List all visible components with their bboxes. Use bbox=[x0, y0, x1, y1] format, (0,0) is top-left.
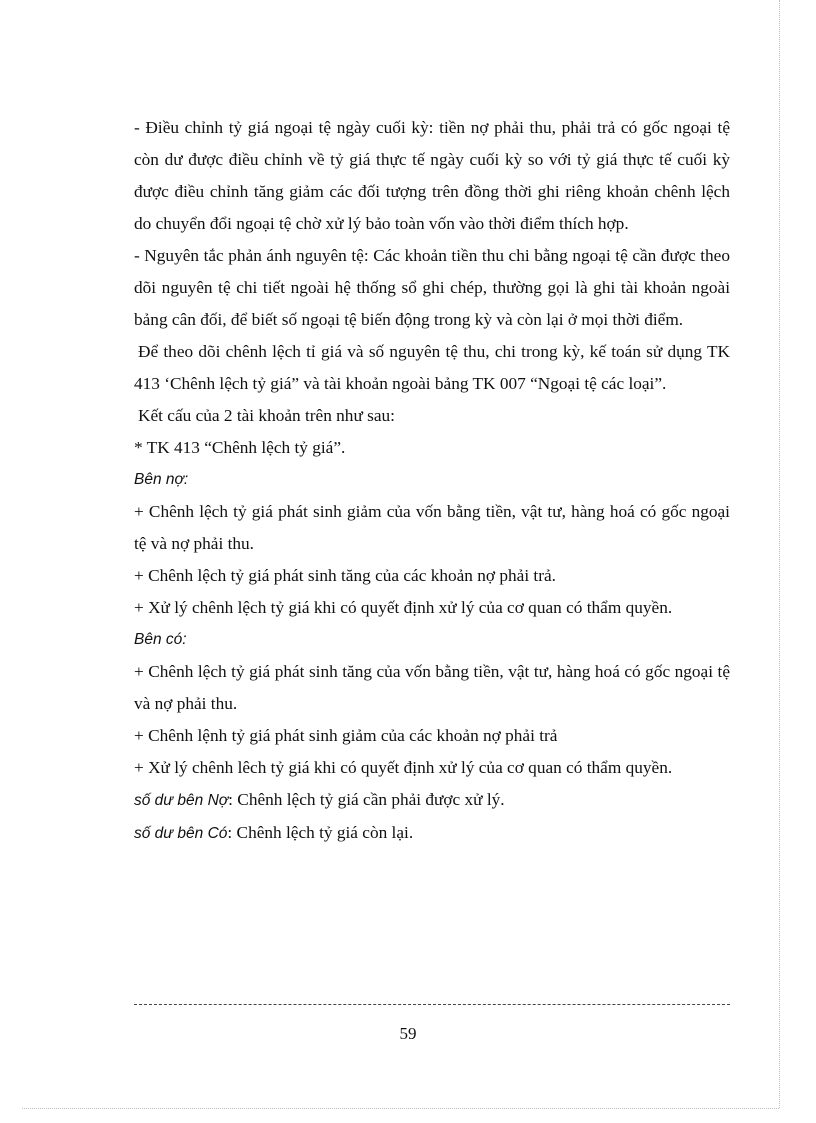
balance-debit-line bbox=[134, 784, 730, 817]
account-heading-tk413: * TK 413 “Chênh lệch tỷ giá”. bbox=[134, 438, 346, 457]
debit-item-1: + Chênh lệch tỷ giá phát sinh giảm của vốn bằng tiền, vật tư, hàng hoá có gốc ngoại tệ và nợ phải thu. bbox=[134, 502, 730, 553]
balance-credit-line bbox=[134, 817, 730, 850]
body-text bbox=[134, 112, 730, 850]
footer-separator bbox=[134, 1004, 730, 1005]
credit-side-heading: Bên có: bbox=[134, 631, 187, 648]
paragraph-original-currency: - Nguyên tắc phản ánh nguyên tệ: Các khoản tiền thu chi bằng ngoại tệ cần được theo dõi nguyên tệ chi tiết ngoài hệ thống sổ ghi chép, thường gọi là ghi tài khoản ngoài bảng cân đối, để biết số ngoại tệ biến động trong kỳ và còn lại ở mọi thời điểm. bbox=[134, 246, 730, 329]
page-frame-right bbox=[779, 0, 780, 1108]
paragraph-structure-intro: Kết cấu của 2 tài khoản trên như sau: bbox=[138, 406, 395, 425]
page-number: 59 bbox=[399, 1024, 417, 1043]
balance-credit-text: : Chênh lệch tỷ giá còn lại. bbox=[227, 823, 414, 842]
credit-item-1: + Chênh lệch tỷ giá phát sinh tăng của vốn bằng tiền, vật tư, hàng hoá có gốc ngoại tệ và nợ phải thu. bbox=[134, 662, 730, 713]
page-frame-bottom bbox=[22, 1108, 779, 1109]
debit-side-heading: Bên nợ: bbox=[134, 471, 189, 488]
balance-credit-label: số dư bên Có bbox=[134, 825, 228, 842]
balance-debit-label: số dư bên Nợ bbox=[134, 792, 229, 809]
debit-item-3: + Xử lý chênh lệch tỷ giá khi có quyết định xử lý của cơ quan có thẩm quyền. bbox=[134, 598, 673, 617]
credit-item-2: + Chênh lệnh tỷ giá phát sinh giảm của các khoản nợ phải trả bbox=[134, 726, 558, 745]
paragraph-exchange-adjustment: - Điều chỉnh tỷ giá ngoại tệ ngày cuối kỳ: tiền nợ phải thu, phải trả có gốc ngoại tệ còn dư được điều chỉnh về tỷ giá thực tế ngày cuối kỳ so với tỷ giá thực tế cuối kỳ được điều chỉnh tăng giảm các đối tượng trên đồng thời ghi riêng khoản chênh lệch do chuyển đổi ngoại tệ chờ xử lý bảo toàn vốn vào thời điểm thích hợp. bbox=[134, 118, 730, 233]
paragraph-tk-usage: Để theo dõi chênh lệch tỉ giá và số nguyên tệ thu, chi trong kỳ, kế toán sử dụng TK 413 ‘Chênh lệch tỷ giá” và tài khoản ngoài bảng TK 007 “Ngoại tệ các loại”. bbox=[134, 342, 730, 393]
balance-debit-text: : Chênh lệch tỷ giá cần phải được xử lý. bbox=[228, 790, 505, 809]
credit-item-3: + Xử lý chênh lêch tỷ giá khi có quyết định xử lý của cơ quan có thẩm quyền. bbox=[134, 758, 673, 777]
debit-item-2: + Chênh lệch tỷ giá phát sinh tăng của các khoản nợ phải trả. bbox=[134, 566, 556, 585]
